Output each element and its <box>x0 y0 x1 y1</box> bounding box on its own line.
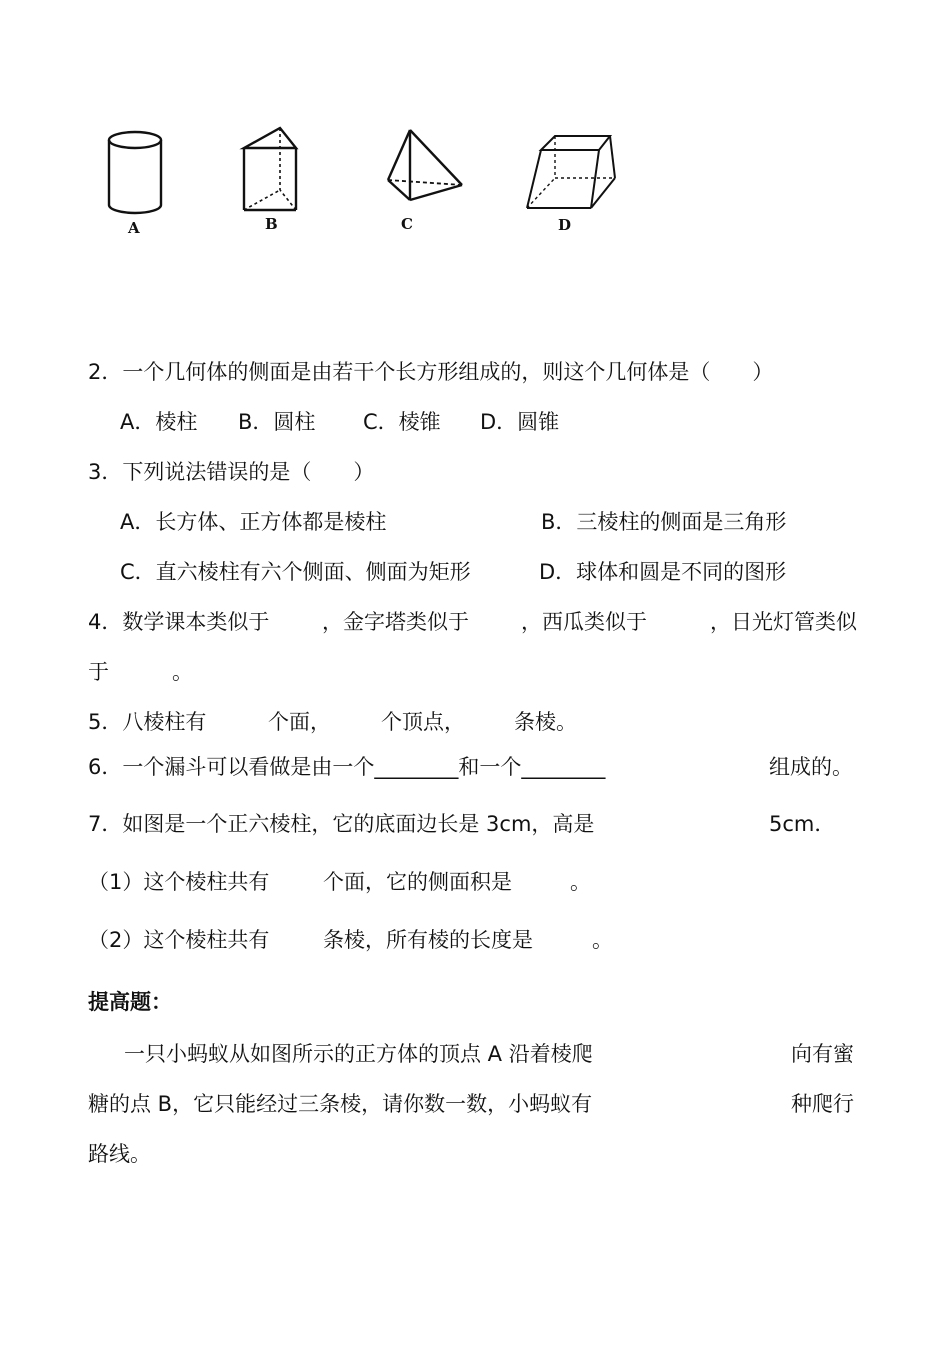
q2-option-a: A．棱柱 <box>120 410 198 434</box>
q5-part-3: 个顶点， <box>381 710 465 734</box>
q7-part-2: 5cm． <box>769 812 836 836</box>
q2-option-d: D．圆锥 <box>480 410 560 434</box>
q3-stem: 3．下列说法错误的是（ ） <box>88 460 375 484</box>
q4-part-3: ，西瓜类似于 <box>521 610 647 634</box>
q7-sub2-b: 条棱，所有棱的长度是 <box>323 928 533 952</box>
q7-part-1: 7．如图是一个正六棱柱，它的底面边长是 3cm，高是 <box>88 812 595 836</box>
q4-part-4: ，日光灯管类似 <box>710 610 857 634</box>
q7-sub2-c: 。 <box>592 928 613 952</box>
figure-a <box>100 120 180 249</box>
q3-option-b: B．三棱柱的侧面是三角形 <box>541 510 787 534</box>
figure-c <box>380 120 470 249</box>
q3-option-d: D．球体和圆是不同的图形 <box>539 560 787 584</box>
q7-sub2-a: （2）这个棱柱共有 <box>88 928 270 952</box>
advanced-line-3: 路线。 <box>88 1142 151 1166</box>
frustum-icon <box>525 120 625 245</box>
q2-stem: 2．一个几何体的侧面是由若干个长方形组成的，则这个几何体是（ ） <box>88 360 774 384</box>
q5-part-4: 条棱。 <box>514 710 577 734</box>
q7-sub1-c: 。 <box>570 870 591 894</box>
q3-option-c: C．直六棱柱有六个侧面、侧面为矩形 <box>120 560 471 584</box>
q6-part-2: 组成的。 <box>769 755 853 779</box>
advanced-line-1b: 向有蜜 <box>791 1042 854 1066</box>
q5-part-1: 5．八棱柱有 <box>88 710 207 734</box>
advanced-line-2b: 种爬行 <box>791 1092 854 1116</box>
q7-sub1-a: （1）这个棱柱共有 <box>88 870 270 894</box>
q2-option-b: B．圆柱 <box>238 410 316 434</box>
figure-b <box>235 120 310 249</box>
advanced-line-2a: 糖的点 B，它只能经过三条棱，请你数一数，小蚂蚁有 <box>88 1092 593 1116</box>
q3-option-a: A．长方体、正方体都是棱柱 <box>120 510 387 534</box>
q2-option-c: C．棱锥 <box>363 410 441 434</box>
q6-part-1: 6．一个漏斗可以看做是由一个________和一个________ <box>88 755 606 779</box>
q4-line-2: 于 。 <box>88 660 193 684</box>
q4-part-2: ，金字塔类似于 <box>322 610 469 634</box>
figure-label: D <box>558 216 572 234</box>
figure-label: A <box>128 219 140 237</box>
triangular-pyramid-icon <box>380 120 470 245</box>
q4-part-1: 4．数学课本类似于 <box>88 610 270 634</box>
figure-row <box>100 120 640 250</box>
figure-d <box>525 120 625 249</box>
advanced-title: 提高题： <box>88 990 172 1014</box>
q5-part-2: 个面， <box>268 710 331 734</box>
figure-label: C <box>401 215 413 233</box>
figure-label: B <box>265 215 278 233</box>
advanced-line-1a: 一只小蚂蚁从如图所示的正方体的顶点 A 沿着棱爬 <box>124 1042 593 1066</box>
cylinder-icon <box>100 120 180 245</box>
q7-sub1-b: 个面，它的侧面积是 <box>323 870 512 894</box>
